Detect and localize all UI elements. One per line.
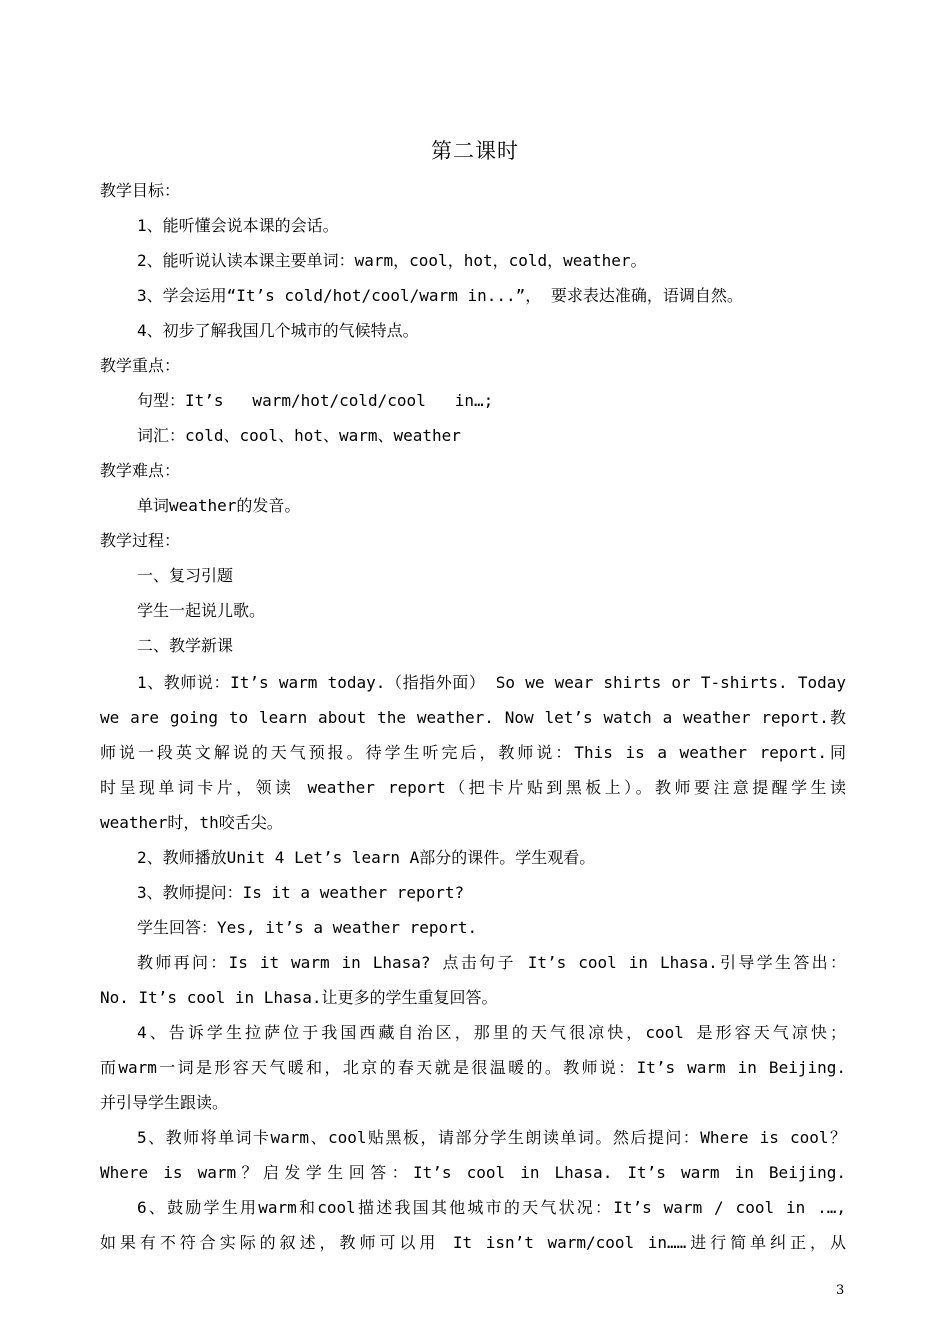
paragraph-line: we are going to learn about the weather. Now let’s watch a weather report.教 xyxy=(100,708,846,727)
paragraph-line: 2、教师播放Unit 4 Let’s learn A部分的课件。学生观看。 xyxy=(137,848,596,867)
step-review: 一、复习引题 xyxy=(137,566,234,585)
lesson-title: 第二课时 xyxy=(431,139,519,163)
key-point-sentence: 句型：It’s warm/hot/cold/cool in…; xyxy=(137,391,494,410)
paragraph-line: 师说一段英文解说的天气预报。待学生听完后，教师说：This is a weather report.同 xyxy=(100,743,846,762)
heading-objectives: 教学目标： xyxy=(100,181,181,200)
paragraph-line: weather时，th咬舌尖。 xyxy=(100,813,283,832)
objective-2: 2、能听说认读本课主要单词：warm，cool，hot，cold，weather。 xyxy=(137,251,647,270)
paragraph-line: No. It’s cool in Lhasa.让更多的学生重复回答。 xyxy=(100,988,498,1007)
key-point-vocabulary: 词汇：cold、cool、hot、warm、weather xyxy=(137,426,461,445)
paragraph-line: 6、鼓励学生用warm和cool描述我国其他城市的天气状况：It’s warm / cool in .…, xyxy=(137,1198,846,1217)
paragraph-line: 教师再问：Is it warm in Lhasa? 点击句子 It’s cool in Lhasa.引导学生答出： xyxy=(137,953,846,972)
objective-4: 4、初步了解我国几个城市的气候特点。 xyxy=(137,321,419,340)
objective-3: 3、学会运用“It’s cold/hot/cool/warm in...”， 要求表达准确，语调自然。 xyxy=(137,286,743,305)
paragraph-line: 时呈现单词卡片，领读 weather report（把卡片贴到黑板上）。教师要注意提醒学生读 xyxy=(100,778,846,797)
paragraph-line: Where is warm？启发学生回答：It’s cool in Lhasa. It’s warm in Beijing. xyxy=(100,1163,846,1182)
heading-difficulties: 教学难点： xyxy=(100,461,181,480)
paragraph-line: 而warm一词是形容天气暖和，北京的春天就是很温暖的。教师说：It’s warm in Beijing. xyxy=(100,1058,846,1077)
difficulty-item: 单词weather的发音。 xyxy=(137,496,301,515)
paragraph-line: 学生回答：Yes, it’s a weather report. xyxy=(137,918,478,937)
paragraph-line: 并引导学生跟读。 xyxy=(100,1093,229,1112)
paragraph-line: 如果有不符合实际的叙述，教师可以用 It isn’t warm/cool in……进行简单纠正，从 xyxy=(100,1233,846,1252)
paragraph-line: 5、教师将单词卡warm、cool贴黑板，请部分学生朗读单词。然后提问：Where is cool？ xyxy=(137,1128,846,1147)
objective-1: 1、能听懂会说本课的会话。 xyxy=(137,216,339,235)
heading-process: 教学过程： xyxy=(100,531,181,550)
paragraph-line: 3、教师提问：Is it a weather report? xyxy=(137,883,465,902)
paragraph-line: 1、教师说：It’s warm today.（指指外面） So we wear shirts or T-shirts. Today xyxy=(137,673,846,692)
step-review-detail: 学生一起说儿歌。 xyxy=(137,601,266,620)
step-new-lesson: 二、教学新课 xyxy=(137,636,234,655)
paragraph-line: 4、告诉学生拉萨位于我国西藏自治区，那里的天气很凉快，cool 是形容天气凉快； xyxy=(137,1023,846,1042)
heading-key-points: 教学重点： xyxy=(100,356,181,375)
page-number: 3 xyxy=(836,1283,845,1298)
